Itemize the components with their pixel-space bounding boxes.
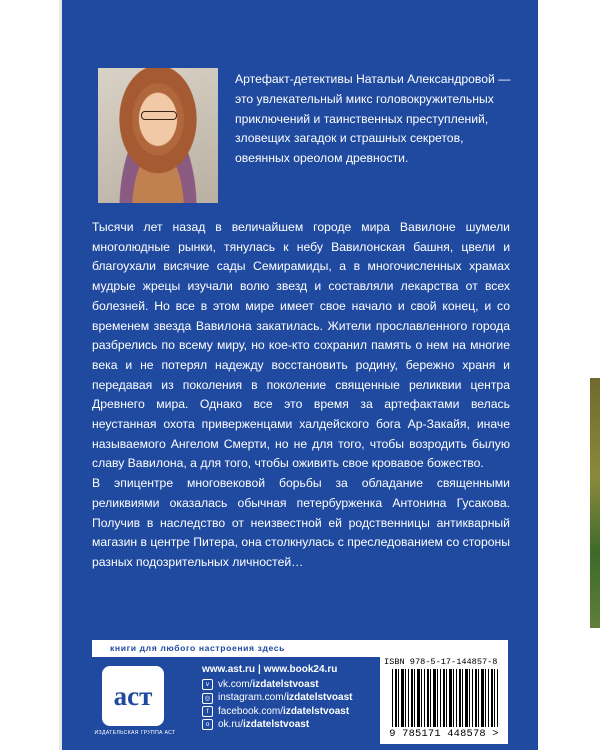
right-margin [538, 0, 600, 750]
separator: | [257, 664, 261, 675]
tagline-bar: книги для любого настроения здесь [92, 640, 508, 657]
social-handle: izdatelstvoast [252, 679, 319, 690]
annotation-paragraph-1: Тысячи лет назад в величайшем городе мира Вавилоне шумели многолюдные рынки, тянулась к небу Вавилонская башня, цвели и благоухали висячие сады Семирамиды, а в многочисленных храмах мудрые жрецы изучали волю звезд и составляли лекарства от всех болезней. Но все в этом мире имеет свое начало и свой конец, и со временем звезда Вавилона закатилась. Жители прославленного города разбрелись по всему миру, но кое-кто сохранил память о нем на многие века и не потерял надежду восстановить родину, бережно храня и передавая из поколения в поколение священные реликвии центра Древнего мира. Однако все это время за артефактами велась неустанная охота приверженцами халдейского бога Ар-Закайя, иначе называемого Ангелом Смерти, но не для того, чтобы возродить былую славу Вавилона, а для того, чтобы оживить свое кровавое божество. [92, 220, 510, 471]
facebook-icon: f [202, 706, 213, 717]
odnoklassniki-icon: o [202, 719, 213, 730]
publisher-links [202, 662, 353, 732]
barcode-bars [392, 669, 498, 727]
social-link-odnoklassniki[interactable] [202, 718, 353, 731]
social-handle: izdatelstvoast [243, 719, 310, 731]
author-intro [235, 70, 535, 169]
social-link-instagram[interactable] [202, 691, 353, 704]
annotation-paragraph-2: В эпицентре многовековой борьбы за обладание священными реликвиями оказалась обычная петербурженка Антонина Гусакова. Получив в наследство от неизвестной ей родственницы антикварный магазин в центре Питера, она столкнулась с преследованием со стороны разных подозрительных личностей… [92, 476, 510, 569]
website-links [202, 662, 353, 678]
social-handle: izdatelstvoast [283, 705, 350, 717]
social-handle: izdatelstvoast [286, 692, 353, 704]
barcode-digits: 9 785171 448578 > [389, 728, 499, 740]
publisher-panel [62, 632, 538, 750]
logo-caption: ИЗДАТЕЛЬСКАЯ ГРУППА АСТ [94, 730, 176, 736]
social-prefix: vk.com/ [218, 679, 253, 690]
publisher-logo [92, 666, 178, 740]
adjacent-cover-edge [590, 378, 600, 628]
social-prefix: facebook.com/ [218, 705, 284, 717]
instagram-icon: ◎ [202, 693, 213, 704]
ast-logo-icon: аст [102, 666, 164, 726]
website-link-ast[interactable]: www.ast.ru [202, 664, 255, 675]
intro-line: приключений и таинственных преступлений, [235, 111, 489, 126]
glasses-detail [141, 111, 177, 120]
social-prefix: instagram.com/ [218, 692, 287, 704]
back-cover [62, 0, 538, 750]
social-link-vk[interactable] [202, 678, 353, 691]
intro-line: Артефакт-детективы Натальи Александровой — [235, 72, 511, 86]
website-link-book24[interactable]: www.book24.ru [263, 664, 338, 675]
intro-line: это увлекательный микс головокружительных [235, 91, 494, 106]
annotation-text [92, 218, 510, 573]
author-photo [98, 68, 218, 203]
left-margin [0, 0, 62, 750]
social-link-facebook[interactable] [202, 705, 353, 718]
isbn-text: ISBN 978-5-17-144857-8 [384, 657, 498, 667]
vk-icon: v [202, 679, 213, 690]
intro-line: овеянных ореолом древности. [235, 151, 409, 166]
social-prefix: ok.ru/ [218, 719, 244, 731]
intro-line: зловещих загадок и страшных секретов, [235, 131, 464, 146]
isbn-barcode [380, 654, 508, 744]
